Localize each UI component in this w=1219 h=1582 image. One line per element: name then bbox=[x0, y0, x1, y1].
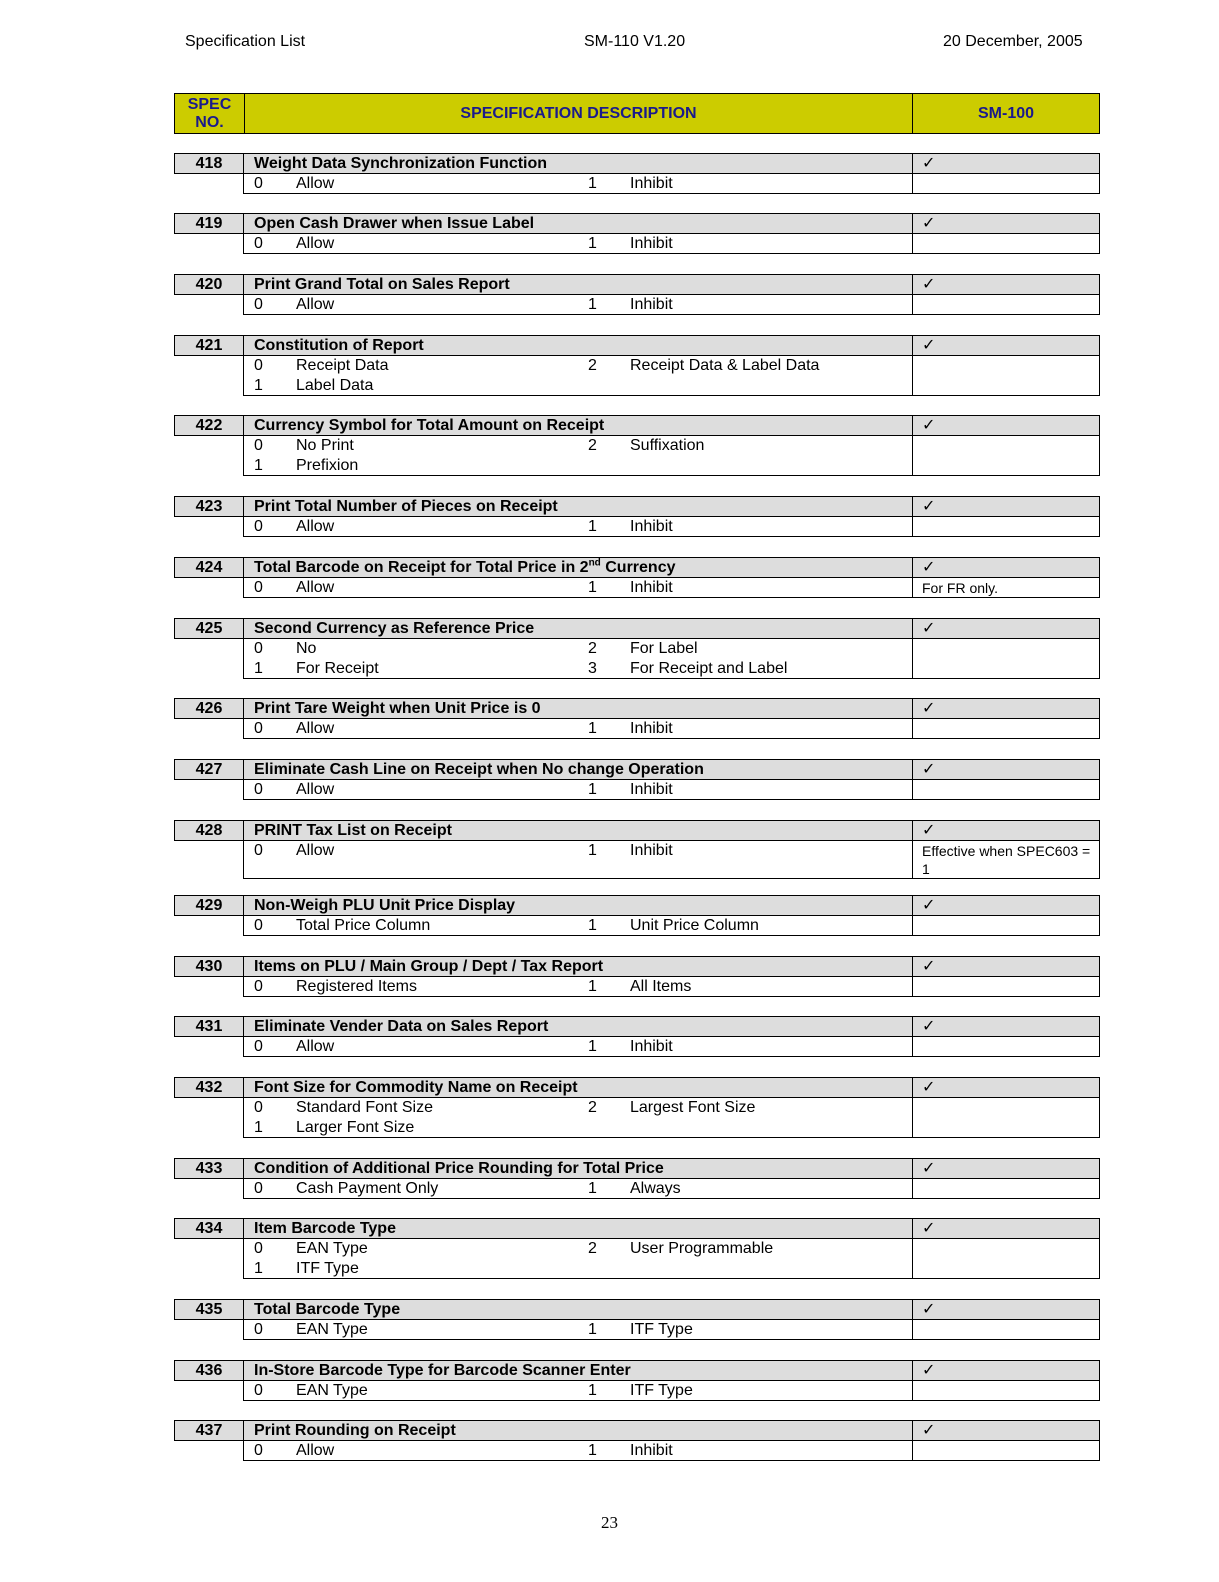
spec-options bbox=[243, 1319, 913, 1340]
option-label: All Items bbox=[630, 978, 692, 995]
spec-options bbox=[243, 1440, 913, 1461]
spec-title-text: In-Store Barcode Type for Barcode Scanner Enter bbox=[254, 1362, 631, 1379]
check-mark-icon: ✓ bbox=[912, 759, 1100, 780]
option-label: Allow bbox=[296, 518, 335, 535]
spec-options bbox=[243, 1178, 913, 1199]
column-header-spec-no: SPEC NO. bbox=[175, 94, 245, 133]
spec-number: 437 bbox=[174, 1420, 244, 1441]
option-code: 1 bbox=[588, 978, 597, 995]
header-date: 20 December, 2005 bbox=[943, 33, 1083, 50]
spec-note bbox=[912, 1178, 1100, 1199]
option-code: 0 bbox=[254, 720, 263, 737]
spec-title-superscript: nd bbox=[588, 557, 601, 569]
check-mark-icon: ✓ bbox=[912, 1218, 1100, 1239]
spec-title bbox=[243, 1077, 913, 1098]
spec-item bbox=[0, 820, 1219, 879]
option-label: Allow bbox=[296, 842, 335, 859]
spec-title-text: Constitution of Report bbox=[254, 337, 424, 354]
spec-title bbox=[243, 1420, 913, 1441]
option-code: 1 bbox=[588, 579, 597, 596]
spec-note bbox=[912, 1097, 1100, 1138]
option-code: 0 bbox=[254, 518, 263, 535]
spec-title bbox=[243, 618, 913, 639]
spec-item bbox=[0, 698, 1219, 739]
check-mark-icon: ✓ bbox=[912, 895, 1100, 916]
spec-title-suffix: Currency bbox=[600, 559, 676, 576]
check-mark-icon: ✓ bbox=[912, 956, 1100, 977]
check-mark-icon: ✓ bbox=[912, 153, 1100, 174]
spec-note bbox=[912, 915, 1100, 936]
option-code: 1 bbox=[588, 518, 597, 535]
option-label: ITF Type bbox=[630, 1321, 693, 1338]
option-code: 0 bbox=[254, 978, 263, 995]
spec-title bbox=[243, 895, 913, 916]
spec-item bbox=[0, 618, 1219, 679]
spec-title bbox=[243, 956, 913, 977]
option-label: User Programmable bbox=[630, 1240, 774, 1257]
page-number: 23 bbox=[601, 1513, 618, 1532]
option-code: 1 bbox=[254, 457, 263, 474]
option-code: 1 bbox=[588, 1382, 597, 1399]
spec-item bbox=[0, 496, 1219, 537]
spec-title-text: Currency Symbol for Total Amount on Receipt bbox=[254, 417, 605, 434]
spec-title bbox=[243, 557, 913, 578]
option-code: 0 bbox=[254, 296, 263, 313]
option-label: Standard Font Size bbox=[296, 1099, 433, 1116]
option-label: Registered Items bbox=[296, 978, 417, 995]
spec-title bbox=[243, 213, 913, 234]
check-mark-icon: ✓ bbox=[912, 335, 1100, 356]
option-label: Inhibit bbox=[630, 235, 673, 252]
check-mark-icon: ✓ bbox=[912, 698, 1100, 719]
option-code: 2 bbox=[588, 1240, 597, 1257]
spec-number: 422 bbox=[174, 415, 244, 436]
spec-options bbox=[243, 976, 913, 997]
spec-number: 423 bbox=[174, 496, 244, 517]
option-code: 1 bbox=[588, 1321, 597, 1338]
spec-title-text: Weight Data Synchronization Function bbox=[254, 155, 548, 172]
option-code: 0 bbox=[254, 1240, 263, 1257]
option-code: 1 bbox=[588, 296, 597, 313]
spec-note bbox=[912, 1380, 1100, 1401]
option-label: EAN Type bbox=[296, 1321, 368, 1338]
spec-options bbox=[243, 516, 913, 537]
spec-options bbox=[243, 1238, 913, 1279]
check-mark-icon: ✓ bbox=[912, 557, 1100, 578]
spec-title-text: Condition of Additional Price Rounding for Total Price bbox=[254, 1160, 664, 1177]
spec-options bbox=[243, 718, 913, 739]
column-header-description: SPECIFICATION DESCRIPTION bbox=[245, 94, 913, 133]
option-label: Total Price Column bbox=[296, 917, 431, 934]
spec-options bbox=[243, 435, 913, 476]
spec-note bbox=[912, 294, 1100, 315]
spec-title bbox=[243, 496, 913, 517]
spec-note: For FR only. bbox=[912, 577, 1100, 598]
option-code: 0 bbox=[254, 1099, 263, 1116]
option-code: 0 bbox=[254, 1321, 263, 1338]
option-label: Inhibit bbox=[630, 518, 673, 535]
option-code: 1 bbox=[588, 1442, 597, 1459]
option-label: Allow bbox=[296, 720, 335, 737]
spec-number: 427 bbox=[174, 759, 244, 780]
check-mark-icon: ✓ bbox=[912, 618, 1100, 639]
option-code: 0 bbox=[254, 1038, 263, 1055]
spec-options bbox=[243, 1380, 913, 1401]
option-label: Inhibit bbox=[630, 296, 673, 313]
spec-number: 429 bbox=[174, 895, 244, 916]
spec-note bbox=[912, 1238, 1100, 1279]
spec-number: 432 bbox=[174, 1077, 244, 1098]
option-code: 1 bbox=[588, 175, 597, 192]
option-label: ITF Type bbox=[630, 1382, 693, 1399]
spec-item bbox=[0, 1158, 1219, 1199]
spec-number: 430 bbox=[174, 956, 244, 977]
option-label: Inhibit bbox=[630, 175, 673, 192]
spec-number: 433 bbox=[174, 1158, 244, 1179]
spec-number: 434 bbox=[174, 1218, 244, 1239]
spec-note bbox=[912, 638, 1100, 679]
spec-options bbox=[243, 355, 913, 396]
spec-title bbox=[243, 698, 913, 719]
spec-note bbox=[912, 233, 1100, 254]
option-label: Larger Font Size bbox=[296, 1119, 415, 1136]
spec-options bbox=[243, 1036, 913, 1057]
spec-item bbox=[0, 1420, 1219, 1461]
spec-title-text: Second Currency as Reference Price bbox=[254, 620, 535, 637]
spec-note bbox=[912, 173, 1100, 194]
option-label: For Receipt and Label bbox=[630, 660, 788, 677]
option-label: ITF Type bbox=[296, 1260, 359, 1277]
option-label: Allow bbox=[296, 1038, 335, 1055]
option-code: 0 bbox=[254, 437, 263, 454]
option-code: 0 bbox=[254, 357, 263, 374]
option-code: 0 bbox=[254, 235, 263, 252]
option-label: Allow bbox=[296, 1442, 335, 1459]
option-label: Always bbox=[630, 1180, 681, 1197]
option-label: Allow bbox=[296, 781, 335, 798]
spec-item bbox=[0, 274, 1219, 315]
spec-number: 418 bbox=[174, 153, 244, 174]
spec-item bbox=[0, 1077, 1219, 1138]
option-label: Allow bbox=[296, 296, 335, 313]
option-code: 1 bbox=[588, 1038, 597, 1055]
spec-number: 424 bbox=[174, 557, 244, 578]
spec-note bbox=[912, 718, 1100, 739]
spec-item bbox=[0, 213, 1219, 254]
option-code: 2 bbox=[588, 357, 597, 374]
spec-item bbox=[0, 895, 1219, 936]
option-label: EAN Type bbox=[296, 1240, 368, 1257]
spec-options bbox=[243, 638, 913, 679]
option-label: Unit Price Column bbox=[630, 917, 759, 934]
option-label: Inhibit bbox=[630, 1442, 673, 1459]
check-mark-icon: ✓ bbox=[912, 1158, 1100, 1179]
option-label: No bbox=[296, 640, 317, 657]
spec-item bbox=[0, 415, 1219, 476]
spec-title bbox=[243, 1158, 913, 1179]
spec-title bbox=[243, 274, 913, 295]
spec-title-text: Total Barcode Type bbox=[254, 1301, 401, 1318]
spec-note bbox=[912, 1440, 1100, 1461]
check-mark-icon: ✓ bbox=[912, 1299, 1100, 1320]
option-label: Inhibit bbox=[630, 579, 673, 596]
option-label: No Print bbox=[296, 437, 354, 454]
option-label: Allow bbox=[296, 579, 335, 596]
check-mark-icon: ✓ bbox=[912, 496, 1100, 517]
option-code: 1 bbox=[588, 235, 597, 252]
spec-options bbox=[243, 1097, 913, 1138]
check-mark-icon: ✓ bbox=[912, 1077, 1100, 1098]
spec-title-text: Print Total Number of Pieces on Receipt bbox=[254, 498, 558, 515]
spec-title bbox=[243, 759, 913, 780]
spec-title-text: Item Barcode Type bbox=[254, 1220, 396, 1237]
option-code: 1 bbox=[588, 781, 597, 798]
option-code: 1 bbox=[254, 660, 263, 677]
option-code: 0 bbox=[254, 842, 263, 859]
option-code: 1 bbox=[254, 377, 263, 394]
option-code: 1 bbox=[588, 1180, 597, 1197]
spec-item bbox=[0, 1218, 1219, 1279]
option-label: Label Data bbox=[296, 377, 374, 394]
spec-title bbox=[243, 415, 913, 436]
spec-note bbox=[912, 516, 1100, 537]
spec-title-text: Print Rounding on Receipt bbox=[254, 1422, 456, 1439]
option-label: Allow bbox=[296, 235, 335, 252]
option-label: Inhibit bbox=[630, 720, 673, 737]
option-code: 0 bbox=[254, 1442, 263, 1459]
spec-item bbox=[0, 1016, 1219, 1057]
spec-item bbox=[0, 153, 1219, 194]
option-label: For Label bbox=[630, 640, 698, 657]
spec-title-text: Non-Weigh PLU Unit Price Display bbox=[254, 897, 516, 914]
spec-title-text: Open Cash Drawer when Issue Label bbox=[254, 215, 535, 232]
option-label: Inhibit bbox=[630, 1038, 673, 1055]
option-code: 2 bbox=[588, 1099, 597, 1116]
option-label: Largest Font Size bbox=[630, 1099, 756, 1116]
option-code: 0 bbox=[254, 1180, 263, 1197]
spec-title-text: Print Tare Weight when Unit Price is 0 bbox=[254, 700, 541, 717]
option-code: 0 bbox=[254, 640, 263, 657]
spec-number: 425 bbox=[174, 618, 244, 639]
spec-number: 436 bbox=[174, 1360, 244, 1381]
spec-note bbox=[912, 435, 1100, 476]
spec-number: 431 bbox=[174, 1016, 244, 1037]
spec-options bbox=[243, 840, 913, 879]
check-mark-icon: ✓ bbox=[912, 1420, 1100, 1441]
spec-title-text: Items on PLU / Main Group / Dept / Tax Report bbox=[254, 958, 604, 975]
option-code: 3 bbox=[588, 660, 597, 677]
option-code: 0 bbox=[254, 175, 263, 192]
option-label: Receipt Data bbox=[296, 357, 389, 374]
spec-number: 435 bbox=[174, 1299, 244, 1320]
spec-options bbox=[243, 779, 913, 800]
column-header-model: SM-100 bbox=[977, 104, 1035, 122]
spec-number: 419 bbox=[174, 213, 244, 234]
option-label: Inhibit bbox=[630, 842, 673, 859]
spec-title-text: Eliminate Vender Data on Sales Report bbox=[254, 1018, 549, 1035]
spec-title-text: Font Size for Commodity Name on Receipt bbox=[254, 1079, 578, 1096]
spec-title bbox=[243, 820, 913, 841]
option-code: 1 bbox=[588, 842, 597, 859]
option-label: Allow bbox=[296, 175, 335, 192]
option-code: 0 bbox=[254, 1382, 263, 1399]
option-code: 0 bbox=[254, 579, 263, 596]
header-model-version: SM-110 V1.20 bbox=[584, 33, 686, 50]
spec-title bbox=[243, 1016, 913, 1037]
check-mark-icon: ✓ bbox=[912, 1360, 1100, 1381]
spec-number: 420 bbox=[174, 274, 244, 295]
spec-item bbox=[0, 956, 1219, 997]
spec-note bbox=[912, 1319, 1100, 1340]
spec-title bbox=[243, 335, 913, 356]
spec-options bbox=[243, 577, 913, 598]
header-document-title: Specification List bbox=[185, 33, 306, 50]
spec-note bbox=[912, 355, 1100, 396]
spec-title-text: Eliminate Cash Line on Receipt when No change Operation bbox=[254, 761, 704, 778]
spec-options bbox=[243, 294, 913, 315]
option-label: EAN Type bbox=[296, 1382, 368, 1399]
spec-title bbox=[243, 1218, 913, 1239]
spec-note bbox=[912, 976, 1100, 997]
spec-item bbox=[0, 1360, 1219, 1401]
option-label: Suffixation bbox=[630, 437, 705, 454]
spec-item bbox=[0, 759, 1219, 800]
check-mark-icon: ✓ bbox=[912, 213, 1100, 234]
check-mark-icon: ✓ bbox=[912, 820, 1100, 841]
option-code: 0 bbox=[254, 917, 263, 934]
spec-item bbox=[0, 557, 1219, 598]
spec-note bbox=[912, 1036, 1100, 1057]
option-code: 2 bbox=[588, 437, 597, 454]
spec-title-text: Total Barcode on Receipt for Total Price in 2 bbox=[254, 559, 589, 576]
option-label: Inhibit bbox=[630, 781, 673, 798]
spec-title bbox=[243, 153, 913, 174]
option-label: For Receipt bbox=[296, 660, 379, 677]
option-label: Prefixion bbox=[296, 457, 359, 474]
spec-number: 428 bbox=[174, 820, 244, 841]
spec-item bbox=[0, 1299, 1219, 1340]
option-code: 0 bbox=[254, 781, 263, 798]
spec-title bbox=[243, 1360, 913, 1381]
spec-options bbox=[243, 233, 913, 254]
spec-title-text: Print Grand Total on Sales Report bbox=[254, 276, 510, 293]
check-mark-icon: ✓ bbox=[912, 274, 1100, 295]
spec-options bbox=[243, 915, 913, 936]
check-mark-icon: ✓ bbox=[912, 1016, 1100, 1037]
option-label: Cash Payment Only bbox=[296, 1180, 439, 1197]
check-mark-icon: ✓ bbox=[912, 415, 1100, 436]
option-code: 1 bbox=[254, 1119, 263, 1136]
option-code: 1 bbox=[254, 1260, 263, 1277]
spec-number: 426 bbox=[174, 698, 244, 719]
spec-note: Effective when SPEC603 = 1 bbox=[912, 840, 1100, 879]
spec-item bbox=[0, 335, 1219, 396]
spec-options bbox=[243, 173, 913, 194]
option-code: 1 bbox=[588, 720, 597, 737]
spec-number: 421 bbox=[174, 335, 244, 356]
option-code: 1 bbox=[588, 917, 597, 934]
spec-title bbox=[243, 1299, 913, 1320]
option-label: Receipt Data & Label Data bbox=[630, 357, 820, 374]
option-code: 2 bbox=[588, 640, 597, 657]
spec-title-text: PRINT Tax List on Receipt bbox=[254, 822, 452, 839]
spec-note bbox=[912, 779, 1100, 800]
